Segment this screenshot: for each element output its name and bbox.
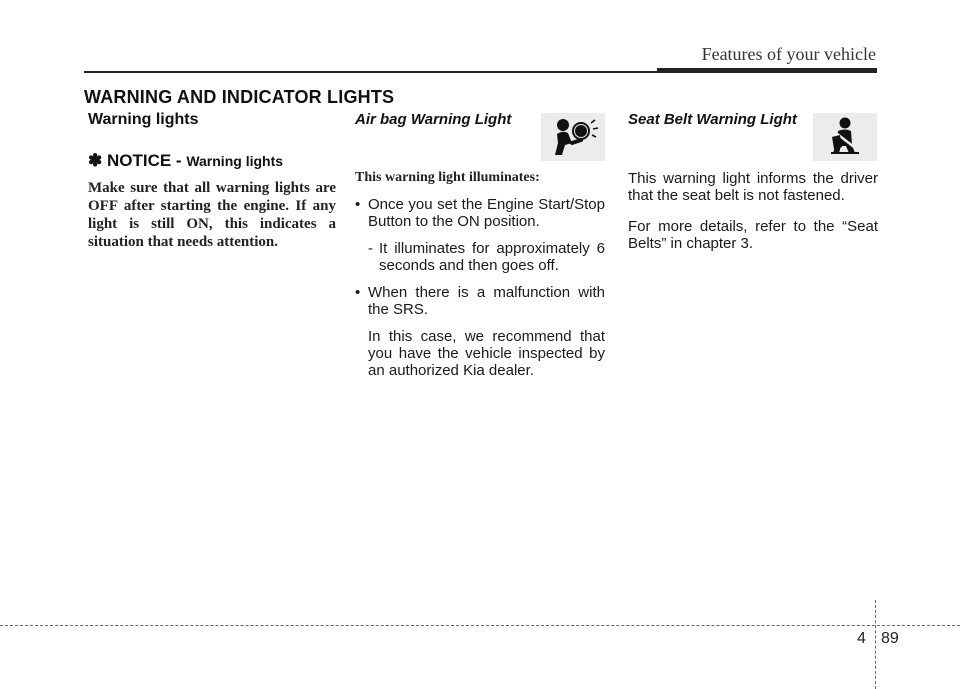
- airbag-bullet-1: • Once you set the Engine Start/Stop Button to the ON position.: [355, 196, 605, 230]
- seat-belt-warning-icon: [813, 113, 877, 161]
- seatbelt-heading: Seat Belt Warning Light: [628, 111, 797, 128]
- notice-heading: [88, 151, 336, 171]
- header-rule-accent: [657, 68, 877, 73]
- airbag-warning-icon: [541, 113, 605, 161]
- airbag-bullet-2: • When there is a malfunction with the SRS.: [355, 284, 605, 318]
- warning-lights-heading: Warning lights: [88, 111, 199, 128]
- header-title: Features of your vehicle: [701, 44, 876, 64]
- notice-label: NOTICE -: [106, 151, 182, 170]
- notice-star-icon: ✽: [88, 151, 103, 170]
- airbag-dash-1: - It illuminates for approximately 6 seconds and then goes off.: [355, 240, 605, 274]
- airbag-sub: This warning light illuminates:: [355, 170, 540, 185]
- seatbelt-para-2: For more details, refer to the “Seat Belts” in chapter 3.: [628, 218, 878, 252]
- footer-vertical-divider: [875, 600, 876, 689]
- section-title: WARNING AND INDICATOR LIGHTS: [84, 87, 395, 107]
- seatbelt-para-1: This warning light informs the driver that the seat belt is not fastened.: [628, 170, 878, 204]
- column-warning-lights: [88, 111, 336, 251]
- airbag-bullet-2-cont: In this case, we recommend that you have the vehicle inspected by an authorized Kia dealer.: [368, 328, 605, 379]
- notice-text: Make sure that all warning lights are OFF after starting the engine. If any light is still ON, this indicates a situation that needs attention.: [88, 180, 336, 250]
- page-number: 89: [881, 630, 899, 647]
- notice-sub-label: Warning lights: [186, 153, 284, 169]
- airbag-heading: Air bag Warning Light: [355, 111, 512, 128]
- footer-divider: [0, 625, 960, 626]
- page-chapter: 4: [857, 630, 866, 647]
